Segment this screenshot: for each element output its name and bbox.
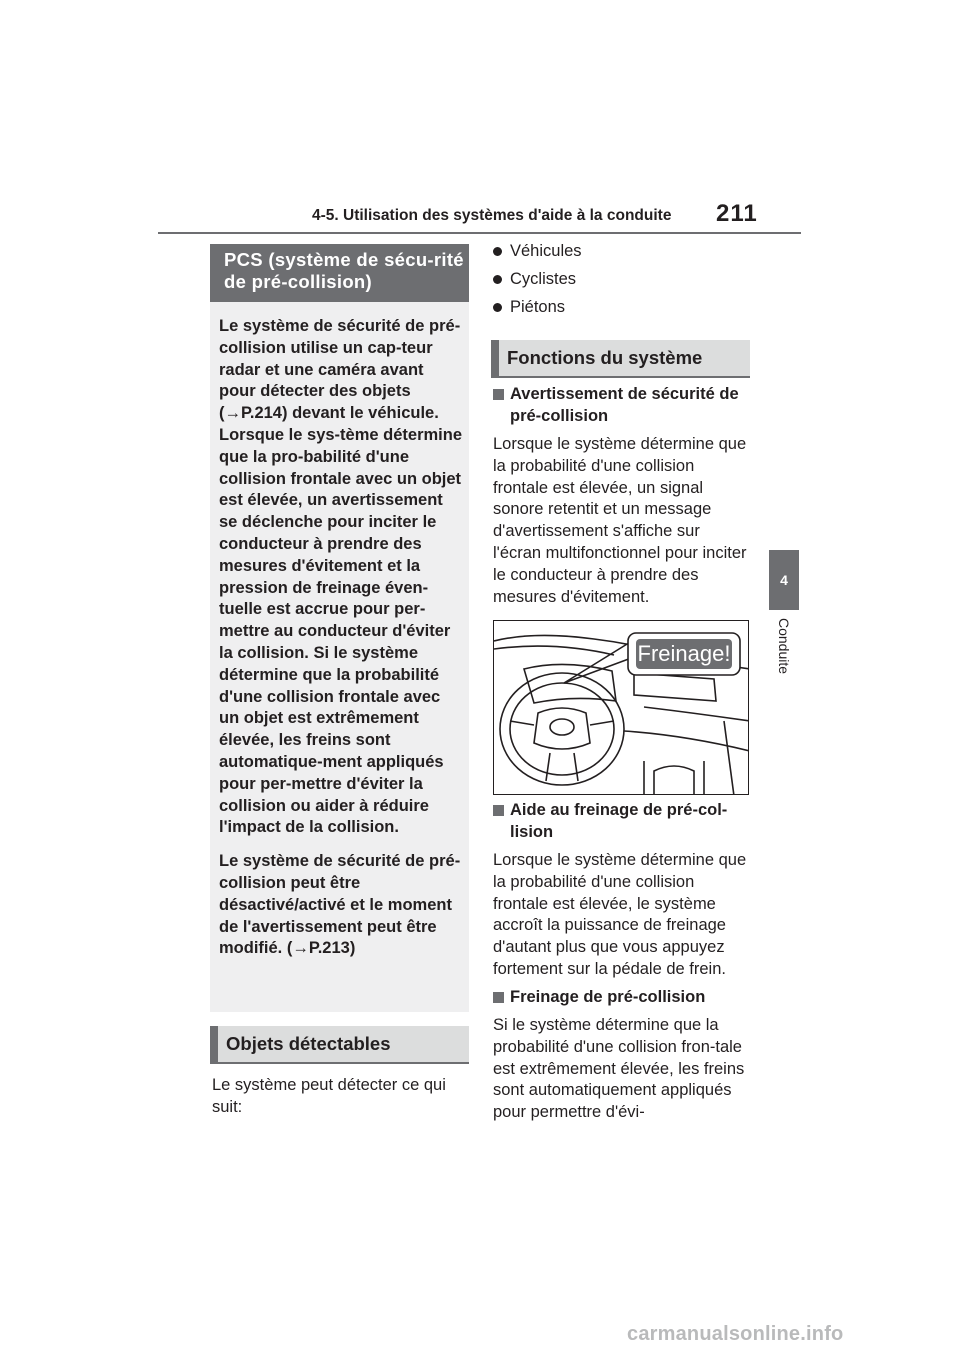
objets-intro-text: Le système peut détecter ce qui suit:: [212, 1076, 446, 1116]
bullet-icon: [493, 247, 502, 256]
subheading-aide-freinage: [493, 800, 755, 844]
subheading-text: Aide au freinage de pré-col-lision: [510, 801, 728, 841]
section-title: 4-5. Utilisation des systèmes d'aide à la conduite: [312, 207, 672, 224]
heading-objets-detectables: Objets détectables: [210, 1026, 469, 1064]
square-bullet-icon: [493, 389, 504, 400]
subheading-avertissement: [493, 384, 755, 428]
main-title: PCS (système de sécu-rité de pré-collision): [210, 244, 469, 302]
subheading-freinage: [493, 987, 755, 1009]
dashboard-illustration: [493, 620, 749, 795]
figure-callout-text: Freinage!: [637, 641, 731, 666]
bullet-icon: [493, 275, 502, 284]
square-bullet-icon: [493, 805, 504, 816]
watermark: carmanualsonline.info: [627, 1323, 844, 1345]
bullet-icon: [493, 303, 502, 312]
list-item-label: Cyclistes: [510, 270, 577, 288]
summary-paragraph-1: Le système de sécurité de pré-collision utilise un cap-teur radar et une caméra avant pour détecter des objets (→P.214) devant le véhicule. Lorsque le sys-tème détermine que la pro-babilité d'une collision frontale avec un objet est élevée, un avertissement se déclenche pour inciter le conducteur à prendre des mesures d'évitement et la pression de freinage éven-tuelle est accrue pour per-mettre au conducteur d'éviter la collision. Si le système détermine que la probabilité d'une collision frontale avec un objet est extrêmement élevée, les freins sont automatique-ment appliqués pour per-mettre d'éviter la collision ou aider à réduire l'impact de la collision.: [219, 317, 463, 837]
avertissement-text: Lorsque le système détermine que la probabilité d'une collision frontale est élevée, un signal sonore retentit et un message d'avertissement s'affiche sur l'écran multifonctionnel pour inciter le conducteur à prendre des mesures d'évitement.: [493, 435, 747, 606]
chapter-label: Conduite: [776, 618, 792, 675]
header-divider: [158, 232, 801, 234]
subheading-text: Freinage de pré-collision: [510, 988, 706, 1006]
summary-box: [210, 302, 469, 1012]
subheading-text: Avertissement de sécurité de pré-collision: [510, 385, 739, 425]
list-item: [493, 270, 576, 289]
aide-freinage-text: Lorsque le système détermine que la probabilité d'une collision frontale est élevée, le système accroît la puissance de freinage d'autant plus que vous appuyez fortement sur la pédale de frein.: [493, 851, 747, 978]
list-item: [493, 242, 582, 261]
list-item-label: Véhicules: [510, 242, 582, 260]
freinage-text: Si le système détermine que la probabilité d'une collision fron-tale est extrêmement élevée, les freins sont automatiquement appliqués pour permettre d'évi-: [493, 1016, 745, 1122]
square-bullet-icon: [493, 992, 504, 1003]
list-item: [493, 298, 565, 317]
list-item-label: Piétons: [510, 298, 566, 316]
summary-paragraph-2: Le système de sécurité de pré-collision peut être désactivé/activé et le moment de l'avertissement peut être modifié. (→P.213): [219, 852, 461, 958]
heading-fonctions-du-systeme: Fonctions du système: [491, 340, 750, 378]
chapter-tab: 4: [769, 550, 799, 610]
steering-wheel-illustration: [494, 621, 749, 795]
page-number: 211: [716, 200, 758, 227]
